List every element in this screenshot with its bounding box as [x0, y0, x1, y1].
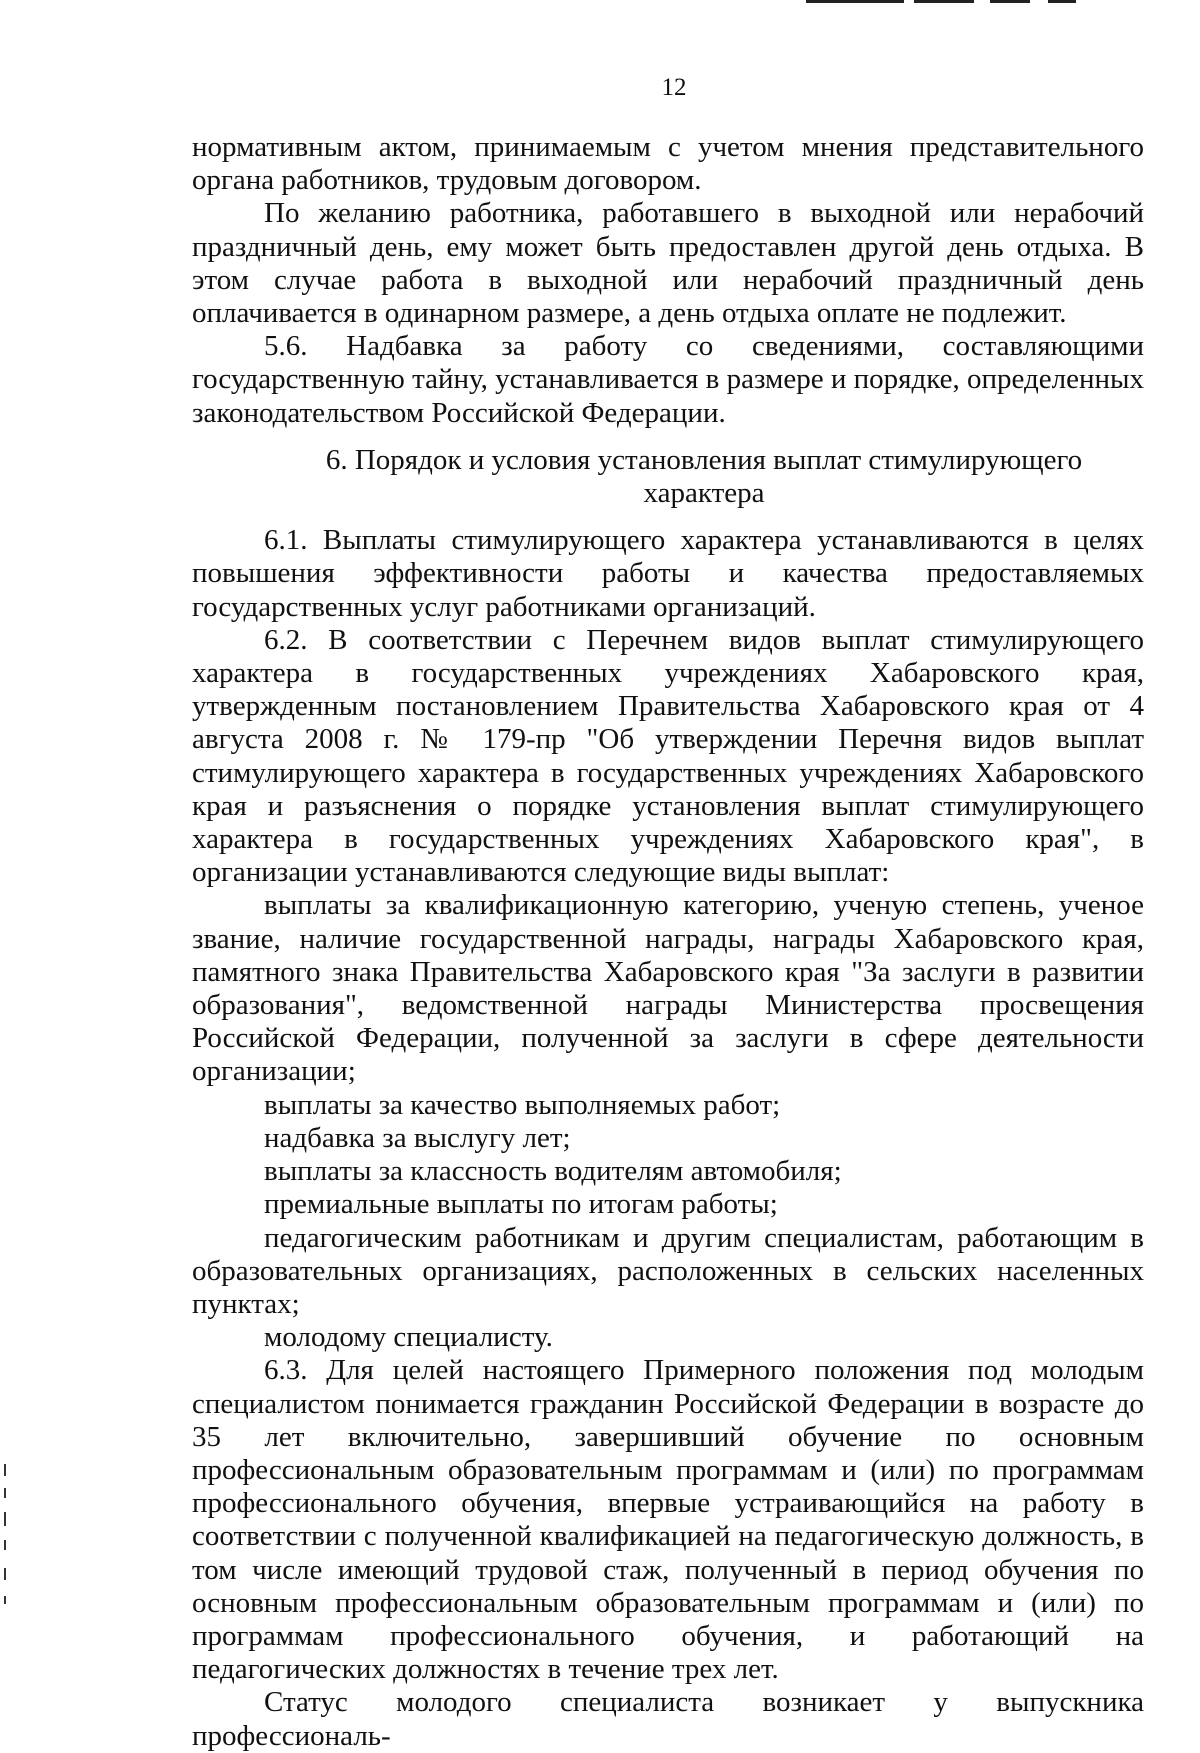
- paragraph: 6.3. Для целей настоящего Примерного положения под молодым специалистом понимается гражданин Российской Федерации в возрасте до 35 лет включительно, завершивший обучение по основным профессиональным образовательным программам и (или) по программам профессионального обучения, впервые устраивающийся на работу в соответствии с полученной квалификацией на педагогическую должность, в том числе имеющий трудовой стаж, полученный в период обучения по основным профессиональным образовательным программам и (или) по программам профессионального обучения, и работающий на педагогических должностях в течение трех лет.: [192, 1354, 1144, 1686]
- scan-edge-mark: [4, 1596, 6, 1604]
- paragraph: нормативным актом, принимаемым с учетом мнения представительного органа работников, трудовым договором.: [192, 131, 1144, 197]
- paragraph: 6.1. Выплаты стимулирующего характера устанавливаются в целях повышения эффективности работы и качества предоставляемых государственных услуг работниками организаций.: [192, 524, 1144, 623]
- scan-edge-mark: [4, 1540, 6, 1550]
- scan-edge-mark: [4, 1464, 6, 1476]
- list-item: выплаты за качество выполняемых работ;: [264, 1088, 781, 1121]
- scan-edge-mark: [4, 1488, 6, 1498]
- list-item: выплаты за квалификационную категорию, ученую степень, ученое звание, наличие государственной награды, награды Хабаровского края, памятного знака Правительства Хабаровского края "За заслуги в развитии образования", ведомственной награды Министерства просвещения Российской Федерации, полученной за заслуги в сфере деятельности организации;: [192, 889, 1144, 1088]
- scan-edge-mark: [806, 0, 904, 3]
- list-item: выплаты за классность водителям автомобиля;: [264, 1155, 842, 1188]
- scan-edge-mark: [914, 0, 974, 3]
- scan-edge-mark: [990, 0, 1030, 3]
- section-heading: 6. Порядок и условия установления выплат стимулирующего характера: [325, 443, 1083, 510]
- paragraph: Статус молодого специалиста возникает у выпускника профессиональ-: [192, 1686, 1144, 1752]
- page-number: 12: [661, 74, 687, 101]
- list-item: надбавка за выслугу лет;: [264, 1121, 571, 1154]
- document-body: [192, 131, 1144, 1753]
- scan-edge-mark: [1048, 0, 1076, 3]
- scan-edge-mark: [4, 1568, 6, 1580]
- list-item: молодому специалисту.: [264, 1321, 553, 1354]
- paragraph: 6.2. В соответствии с Перечнем видов выплат стимулирующего характера в государственных учреждениях Хабаровского края, утвержденным постановлением Правительства Хабаровского края от 4 августа 2008 г. № 179-пр "Об утверждении Перечня видов выплат стимулирующего характера в государственных учреждениях Хабаровского края и разъяснения о порядке установления выплат стимулирующего характера в государственных учреждениях Хабаровского края", в организации устанавливаются следующие виды выплат:: [192, 623, 1144, 889]
- list-item: педагогическим работникам и другим специалистам, работающим в образовательных организациях, расположенных в сельских населенных пунктах;: [192, 1221, 1144, 1320]
- paragraph: По желанию работника, работавшего в выходной или нерабочий праздничный день, ему может быть предоставлен другой день отдыха. В этом случае работа в выходной или нерабочий праздничный день оплачивается в одинарном размере, а день отдыха оплате не подлежит.: [192, 197, 1144, 330]
- scan-edge-mark: [4, 1512, 6, 1526]
- list-item: премиальные выплаты по итогам работы;: [264, 1188, 778, 1221]
- paragraph: 5.6. Надбавка за работу со сведениями, составляющими государственную тайну, устанавливается в размере и порядке, определенных законодательством Российской Федерации.: [192, 330, 1144, 429]
